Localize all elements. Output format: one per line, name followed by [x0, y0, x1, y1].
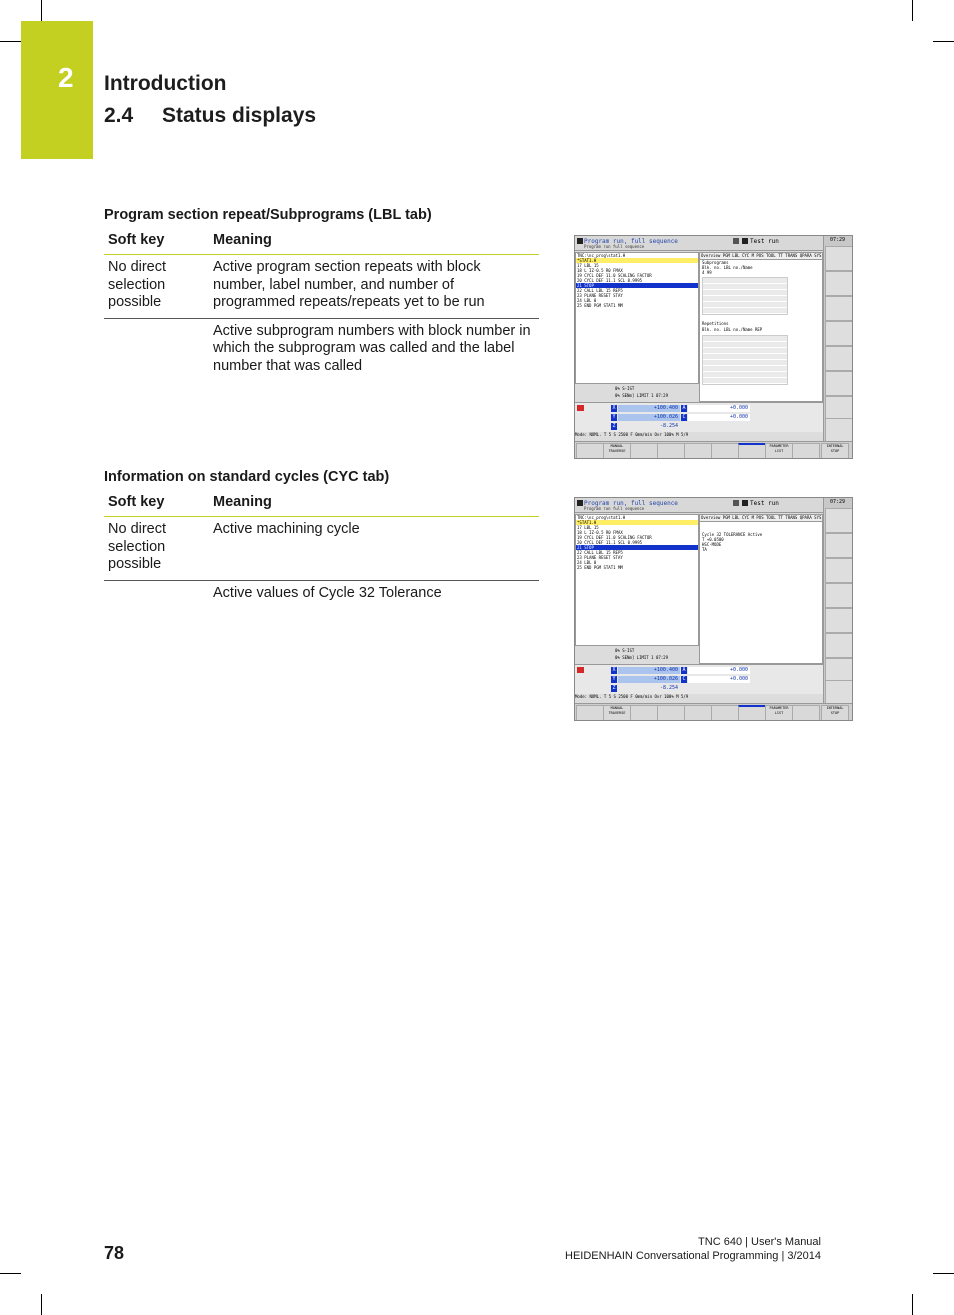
crop-mark: [0, 1273, 21, 1274]
chapter-number: 2: [58, 62, 74, 93]
program-line: 20 CYCL DEF 11.1 SCL 0.9995: [577, 278, 643, 283]
status-tabs[interactable]: Overview PGM LBL CYC M POS TOOL TT TRANS QPARA SYS: [701, 253, 822, 258]
column-header-softkey: Soft key: [104, 490, 209, 517]
table-header-row: [104, 228, 539, 255]
program-path: TNC:\nc_prog\stat1.H: [577, 253, 626, 258]
section-number: 2.4: [104, 104, 134, 127]
timer-line: 0% S-IST: [615, 386, 635, 391]
crop-mark: [933, 1273, 954, 1274]
program-line: 24 LBL 0: [577, 560, 597, 565]
softkey-bottom[interactable]: [576, 705, 604, 721]
status-tabs[interactable]: Overview PGM LBL CYC M POS TOOL TT TRANS QPARA SYS: [701, 515, 822, 520]
softkey-cell: [104, 318, 209, 381]
clock: 07:29: [830, 237, 846, 243]
axis-label: Z: [612, 685, 616, 691]
status-row: 4 99: [702, 270, 712, 275]
mode-title: Program run, full sequence: [584, 500, 678, 507]
table-row: [104, 318, 539, 381]
chapter-title: Introduction: [104, 72, 227, 95]
softkey-right[interactable]: [825, 633, 853, 658]
softkey-bottom[interactable]: [711, 443, 739, 459]
axis-value: +100.026: [618, 676, 680, 683]
axis-value: +0.000: [688, 667, 750, 674]
table-header-row: [104, 490, 539, 517]
cyc-section-heading: Information on standard cycles (CYC tab): [104, 469, 390, 485]
column-header-meaning: Meaning: [209, 228, 539, 255]
table-row: [104, 580, 539, 608]
axis-value: +100.400: [618, 667, 680, 674]
test-run-icon: [742, 500, 748, 506]
timer-line: 0% SENm] LIMIT 1 07:29: [615, 393, 668, 398]
crop-mark: [41, 1294, 42, 1315]
program-line: 19 CYCL DEF 11.0 SCALING FACTOR: [577, 273, 652, 278]
softkey-right[interactable]: [825, 508, 853, 533]
crop-mark: [912, 1294, 913, 1315]
program-path: TNC:\nc_prog\stat1.H: [577, 515, 626, 520]
subprogram-grid: [702, 277, 788, 315]
softkey-bottom[interactable]: [657, 705, 685, 721]
program-line: 18 L IZ-0.5 R0 FMAX: [577, 268, 623, 273]
axis-value: +100.400: [618, 405, 680, 412]
program-run-icon: [577, 500, 583, 506]
mode-switch-icon: [733, 500, 739, 506]
axis-value: +0.000: [688, 676, 750, 683]
mode-line: Mode: NOML. T 5 S 2500 F 0mm/min Ovr 100% M 5/9: [575, 694, 823, 699]
axis-label: A: [682, 667, 686, 673]
softkey-bottom[interactable]: [738, 705, 766, 721]
meaning-cell: Active subprogram numbers with block number in which the subprogram was called and the label number that was called: [213, 322, 531, 374]
horizontal-softkey-bar: [575, 441, 852, 459]
status-row: Blk. no. LBL no./Name REP: [702, 327, 763, 332]
softkey-right[interactable]: [825, 296, 853, 321]
program-line: *STAT1.H: [576, 258, 698, 263]
program-line: 17 LBL 15: [577, 525, 599, 530]
softkey-bottom[interactable]: [711, 705, 739, 721]
program-line: 19 CYCL DEF 11.0 SCALING FACTOR: [577, 535, 652, 540]
mode-bar: [575, 236, 823, 251]
axis-value: -8.254: [618, 685, 680, 692]
status-row: T +0.0500: [702, 537, 724, 542]
axis-label: Y: [612, 676, 616, 682]
status-red-icon: [577, 405, 584, 411]
axis-label: X: [612, 667, 616, 673]
meaning-cell: Active program section repeats with block number, label number, and number of programmed repeats/repeats yet to be run: [209, 255, 539, 319]
crop-mark: [41, 0, 42, 21]
axis-value: +100.026: [618, 414, 680, 421]
lbl-table: [104, 228, 539, 381]
status-row: Cycle 32 TOLERANCE Active: [702, 532, 763, 537]
section-title: Status displays: [162, 104, 317, 127]
column-header-meaning: Meaning: [209, 490, 539, 517]
status-red-icon: [577, 667, 584, 673]
axis-value: -8.254: [618, 423, 680, 430]
crop-mark: [0, 41, 21, 42]
mode-switch-icon: [733, 238, 739, 244]
tnc-screenshot-lbl: [574, 235, 853, 459]
axis-label: Z: [612, 423, 616, 429]
program-line: 23 PLANE RESET STAY: [577, 293, 623, 298]
softkey-right[interactable]: [825, 371, 853, 396]
axis-label: X: [612, 405, 616, 411]
status-row: Repetitions: [702, 321, 729, 326]
program-line: 22 CALL LBL 15 REP5: [577, 550, 623, 555]
table-row: [104, 255, 539, 319]
status-row: Subprograms: [702, 260, 729, 265]
vertical-softkey-bar: [823, 498, 853, 703]
clock: 07:29: [830, 499, 846, 505]
status-row: TA: [702, 547, 707, 552]
cyc-table: [104, 490, 539, 608]
test-run-icon: [742, 238, 748, 244]
softkey-right[interactable]: [825, 533, 853, 558]
footer-line: HEIDENHAIN Conversational Programming | 3/2014: [565, 1250, 821, 1262]
program-line: 25 END PGM STAT1 MM: [577, 303, 623, 308]
timer-line: 0% SENm] LIMIT 1 07:29: [615, 655, 668, 660]
softkey-bottom[interactable]: [630, 443, 658, 459]
mode-bar: [575, 498, 823, 513]
softkey-right[interactable]: [825, 418, 853, 443]
status-row: HSC-MODE: [702, 542, 722, 547]
softkey-manual-traverse[interactable]: MANUAL TRAVERSE: [603, 443, 631, 459]
softkey-right[interactable]: [825, 271, 853, 296]
status-window: [699, 252, 823, 402]
softkey-cell: No direct selection possible: [104, 255, 209, 319]
axis-label: A: [682, 405, 686, 411]
program-line: 18 L IZ-0.5 R0 FMAX: [577, 530, 623, 535]
softkey-right[interactable]: [825, 321, 853, 346]
position-display: [575, 664, 823, 695]
axis-value: +0.000: [688, 405, 750, 412]
footer-text: [565, 1235, 821, 1263]
softkey-bottom[interactable]: [657, 443, 685, 459]
softkey-parameter-list[interactable]: PARAMETER LIST: [765, 443, 793, 459]
vertical-softkey-bar: [823, 236, 853, 441]
softkey-manual-traverse[interactable]: MANUAL TRAVERSE: [603, 705, 631, 721]
table-row: [104, 517, 539, 581]
crop-mark: [933, 41, 954, 42]
program-line: *STAT1.H: [576, 520, 698, 525]
page-number: 78: [104, 1243, 125, 1263]
program-window: [575, 252, 699, 384]
softkey-right[interactable]: [825, 246, 853, 271]
program-line-active: 21 STOP: [576, 283, 698, 288]
lbl-section-heading: Program section repeat/Subprograms (LBL tab): [104, 207, 432, 223]
softkey-right[interactable]: [825, 346, 853, 371]
mode-title: Program run, full sequence: [584, 238, 678, 245]
program-line: 22 CALL LBL 15 REP5: [577, 288, 623, 293]
meaning-cell: Active values of Cycle 32 Tolerance: [213, 584, 442, 601]
mode-right: Test run: [750, 500, 779, 507]
tnc-screenshot-cyc: [574, 497, 853, 721]
axis-label: C: [682, 414, 686, 420]
softkey-right[interactable]: [825, 680, 853, 705]
mode-subtitle: Program run full sequence: [584, 506, 645, 511]
softkey-bottom[interactable]: [630, 705, 658, 721]
program-window: [575, 514, 699, 646]
mode-subtitle: Program run full sequence: [584, 244, 645, 249]
mode-right: Test run: [750, 238, 779, 245]
meaning-cell: Active machining cycle: [209, 517, 539, 581]
horizontal-softkey-bar: [575, 703, 852, 721]
softkey-cell: No direct selection possible: [104, 517, 209, 581]
status-window: [699, 514, 823, 664]
repetition-grid: [702, 335, 788, 385]
softkey-right[interactable]: [825, 583, 853, 608]
footer-line: TNC 640 | User's Manual: [698, 1236, 821, 1248]
softkey-parameter-list[interactable]: PARAMETER LIST: [765, 705, 793, 721]
softkey-right[interactable]: [825, 558, 853, 583]
column-header-softkey: Soft key: [104, 228, 209, 255]
softkey-bottom[interactable]: [576, 443, 604, 459]
crop-mark: [912, 0, 913, 21]
program-line: 25 END PGM STAT1 MM: [577, 565, 623, 570]
softkey-bottom[interactable]: [738, 443, 766, 459]
softkey-bottom[interactable]: [792, 705, 820, 721]
softkey-cell: [104, 580, 209, 608]
softkey-internal-stop[interactable]: INTERNAL STOP: [821, 443, 849, 459]
program-line: 17 LBL 15: [577, 263, 599, 268]
status-row: Blk. no. LBL no./Name: [702, 265, 753, 270]
program-line: 24 LBL 0: [577, 298, 597, 303]
timer-line: 0% S-IST: [615, 648, 635, 653]
axis-value: +0.000: [688, 414, 750, 421]
position-display: [575, 402, 823, 433]
softkey-right[interactable]: [825, 608, 853, 633]
program-line: 20 CYCL DEF 11.1 SCL 0.9995: [577, 540, 643, 545]
program-run-icon: [577, 238, 583, 244]
chapter-tab: [21, 21, 93, 159]
softkey-internal-stop[interactable]: INTERNAL STOP: [821, 705, 849, 721]
softkey-bottom[interactable]: [684, 443, 712, 459]
mode-line: Mode: NOML. T 5 S 2500 F 0mm/min Ovr 100% M 5/9: [575, 432, 823, 437]
axis-label: C: [682, 676, 686, 682]
program-line: 23 PLANE RESET STAY: [577, 555, 623, 560]
softkey-bottom[interactable]: [792, 443, 820, 459]
axis-label: Y: [612, 414, 616, 420]
softkey-bottom[interactable]: [684, 705, 712, 721]
program-line-active: 21 STOP: [576, 545, 698, 550]
